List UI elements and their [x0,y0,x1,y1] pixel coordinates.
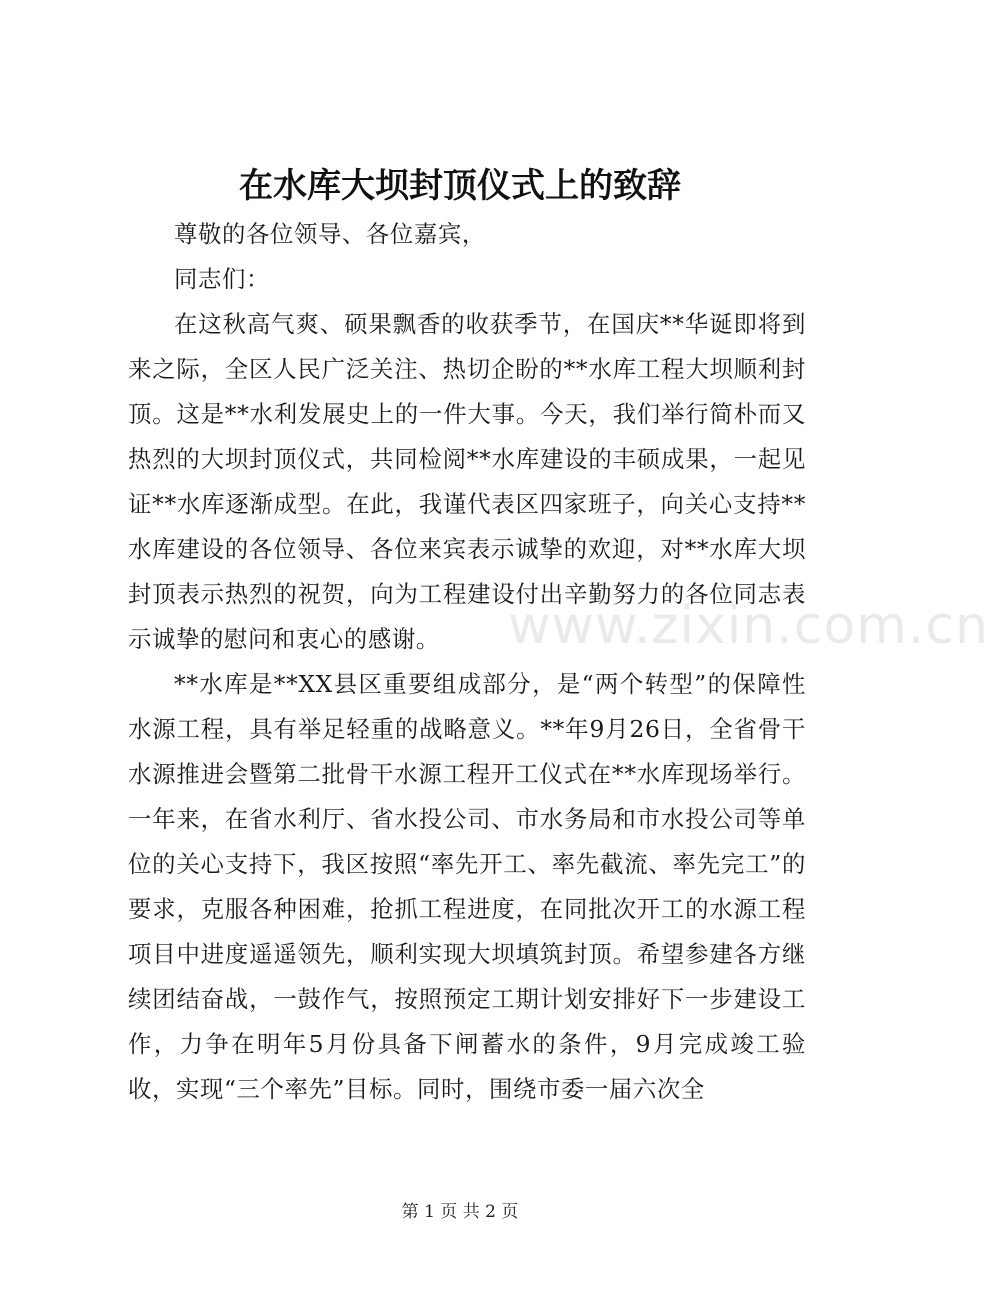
salutation-line: 尊敬的各位领导、各位嘉宾， [174,220,486,248]
document-title: 在水库大坝封顶仪式上的致辞 [239,166,681,206]
page-footer: 第 1 页 共 2 页 [401,1202,519,1222]
body-paragraph: 在这秋高气爽、硕果飘香的收获季节，在国庆**华诞即将到来之际，全区人民广泛关注、热切企盼的**水库工程大坝顺利封顶。这是**水利发展史上的一件大事。今天，我们举行简朴而又热烈的大坝封顶仪式，共同检阅**水库建设的丰硕成果，一起见证**水库逐渐成型。在此，我谨代表区四家班子，向关心支持**水库建设的各位领导、各位来宾表示诚挚的欢迎，对**水库大坝封顶表示热烈的祝贺，向为工程建设付出辛勤努力的各位同志表示诚挚的慰问和衷心的感谢。 [128,310,806,653]
document-body [128,212,806,1112]
watermark: www.zixin.com.cn [508,596,989,656]
salutation-line: 同志们： [174,265,270,293]
body-paragraph: **水库是**XX县区重要组成部分，是“两个转型”的保障性水源工程，具有举足轻重的战略意义。**年9月26日，全省骨干水源推进会暨第二批骨干水源工程开工仪式在**水库现场举行。一年来，在省水利厅、省水投公司、市水务局和市水投公司等单位的关心支持下，我区按照“率先开工、率先截流、率先完工”的要求，克服各种困难，抢抓工程进度，在同批次开工的水源工程项目中进度遥遥领先，顺利实现大坝填筑封顶。希望参建各方继续团结奋战，一鼓作气，按照预定工期计划安排好下一步建设工作，力争在明年5月份具备下闸蓄水的条件，9月完成竣工验收，实现“三个率先”目标。同时，围绕市委一届六次全 [128,670,806,1103]
